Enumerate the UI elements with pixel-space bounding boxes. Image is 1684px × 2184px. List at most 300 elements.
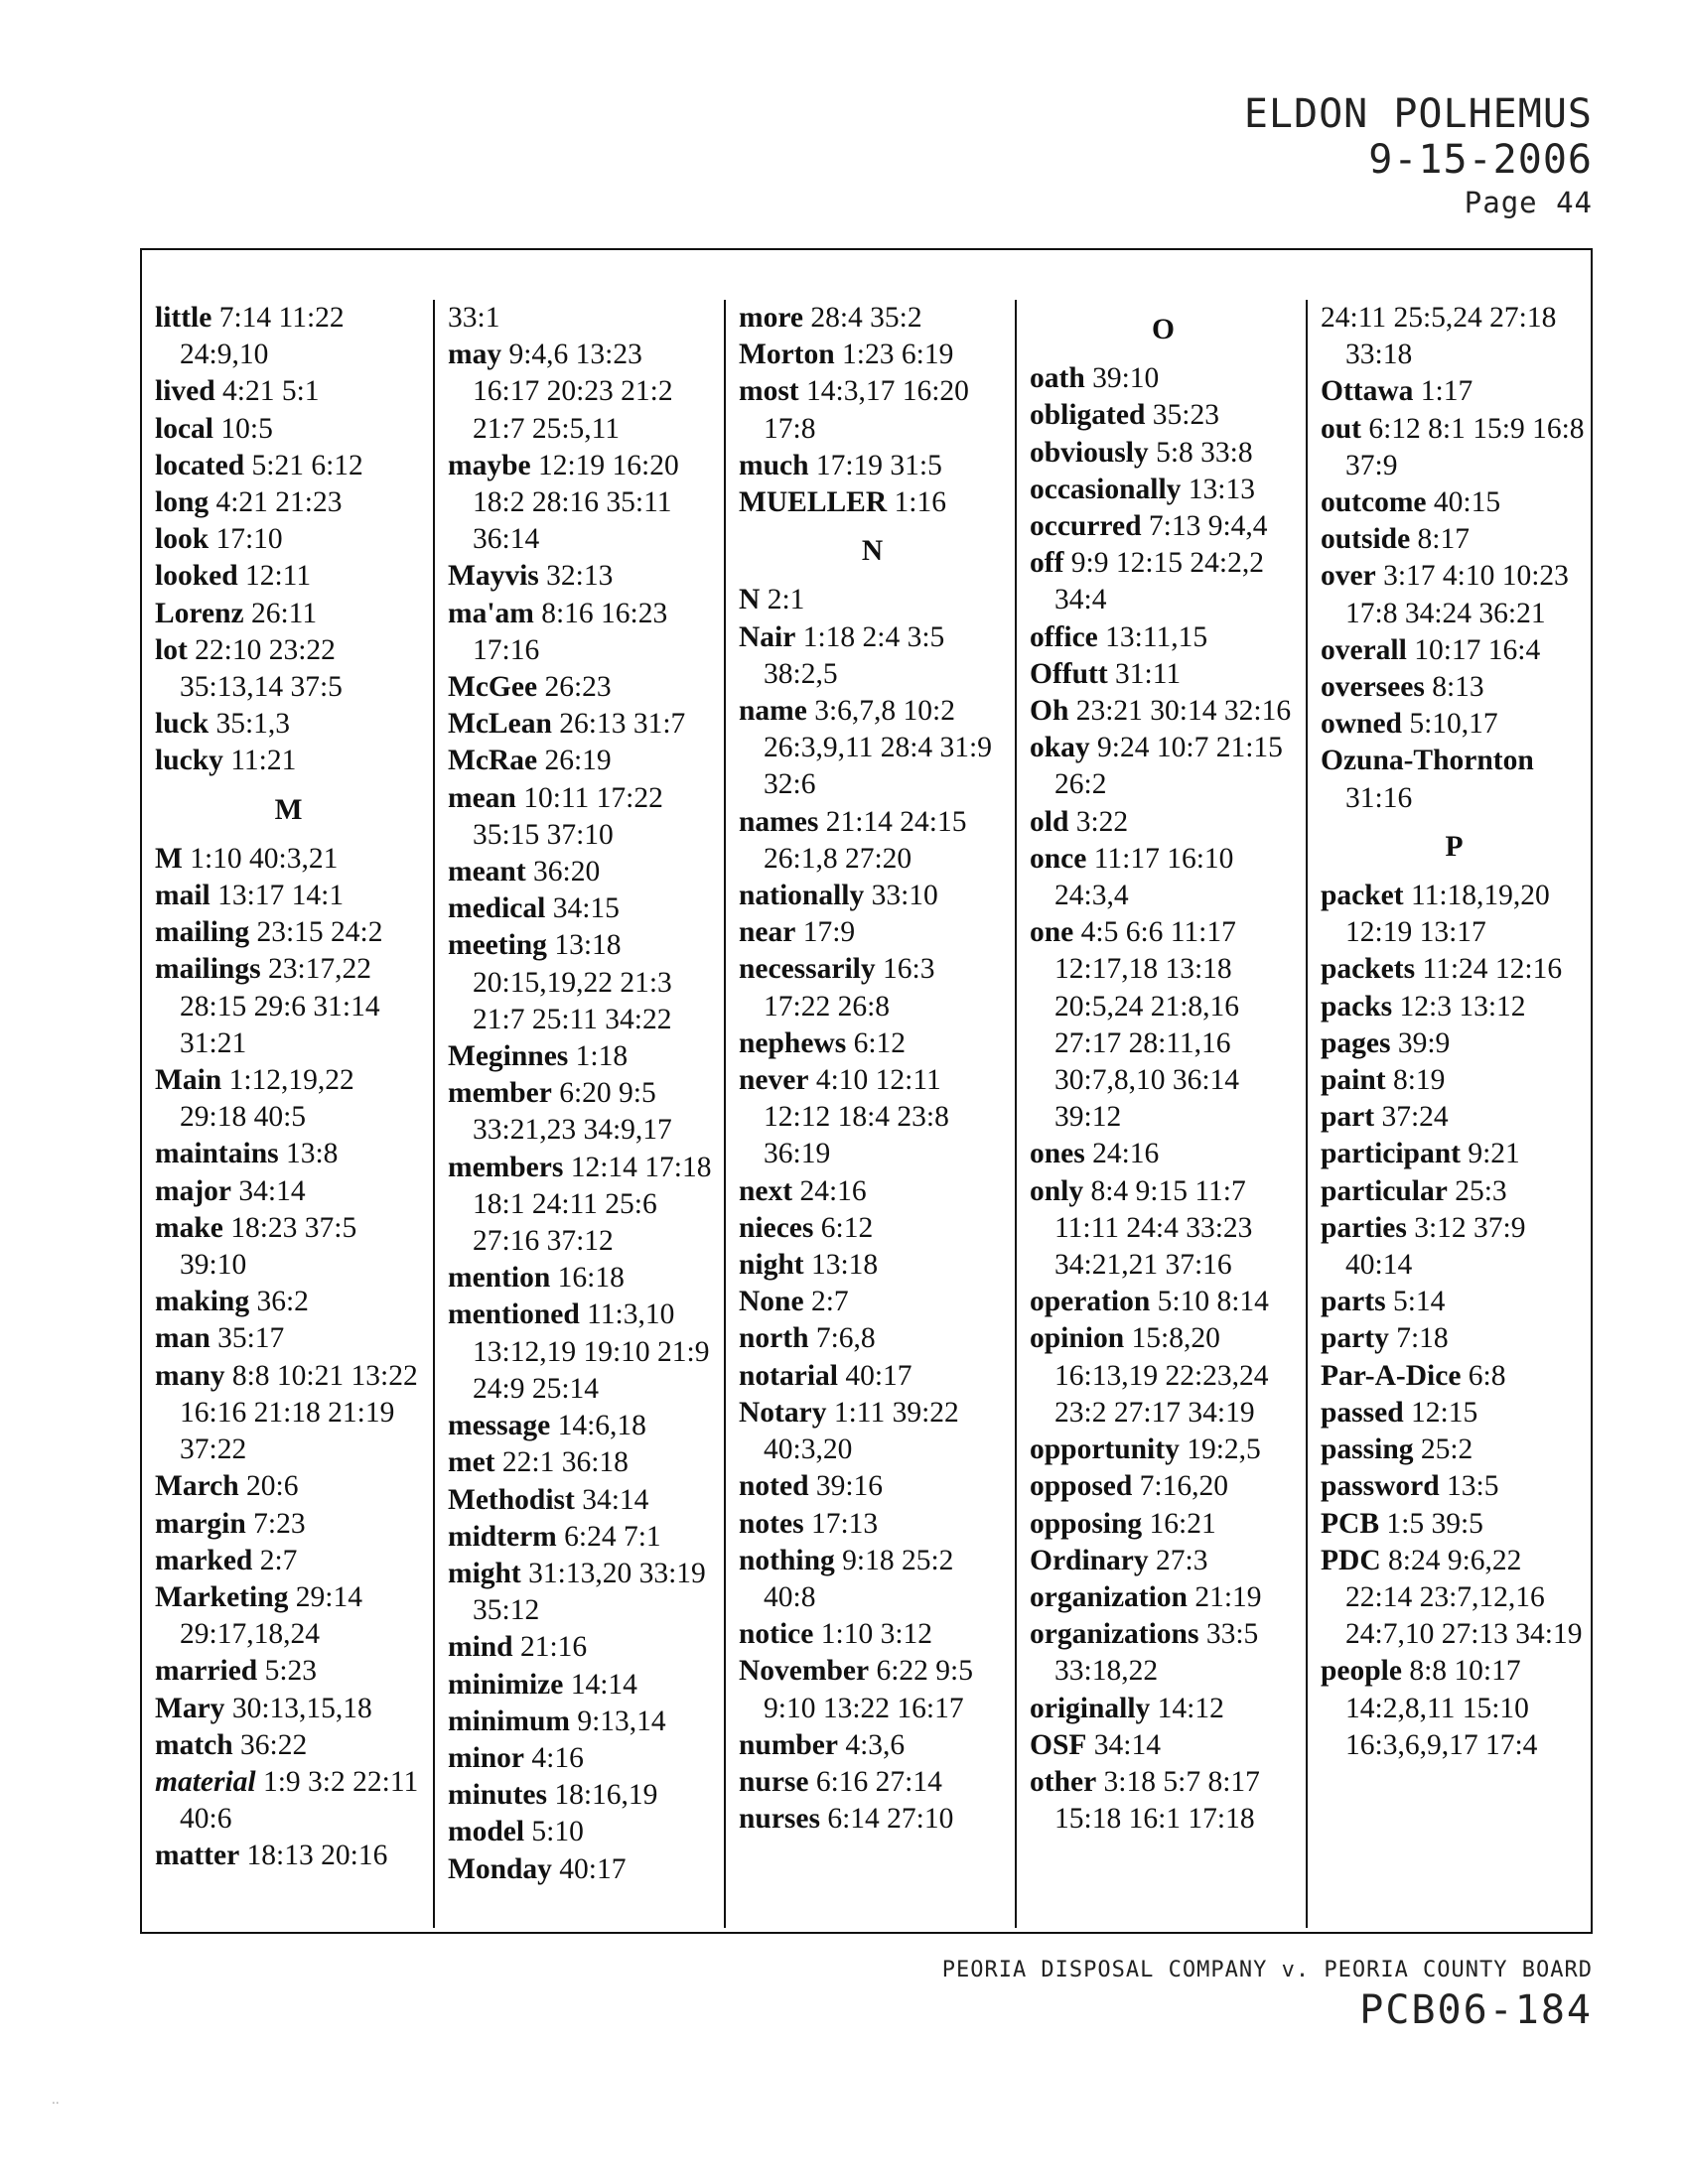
index-entry bbox=[155, 1468, 422, 1505]
index-term: names bbox=[739, 805, 819, 838]
index-entry bbox=[448, 1556, 715, 1629]
index-term: opinion bbox=[1030, 1322, 1125, 1355]
index-entry bbox=[155, 1173, 422, 1210]
index-refs: 7:16,20 bbox=[1139, 1470, 1228, 1503]
index-refs: 28:4 35:2 bbox=[810, 302, 922, 334]
scan-mark: .. bbox=[52, 2093, 60, 2107]
index-refs: 25:2 bbox=[1420, 1433, 1474, 1466]
index-term: maintains bbox=[155, 1138, 279, 1170]
index-term: mean bbox=[448, 781, 516, 814]
index-refs: 14:12 bbox=[1157, 1692, 1224, 1724]
index-term: notes bbox=[739, 1507, 804, 1540]
index-term: Mary bbox=[155, 1692, 225, 1724]
index-term: mailings bbox=[155, 953, 261, 986]
index-term: major bbox=[155, 1174, 231, 1207]
index-entry bbox=[739, 448, 1006, 484]
index-term: one bbox=[1030, 916, 1074, 949]
index-entry bbox=[1321, 558, 1588, 631]
index-entry bbox=[739, 951, 1006, 1024]
index-term: maybe bbox=[448, 449, 531, 481]
index-refs: 2:7 bbox=[810, 1286, 849, 1318]
index-entry bbox=[448, 1150, 715, 1261]
index-term: Ottawa bbox=[1321, 375, 1414, 408]
index-term: McLean bbox=[448, 708, 552, 741]
index-term: meeting bbox=[448, 929, 547, 962]
index-entry bbox=[155, 484, 422, 521]
index-entry bbox=[739, 1284, 1006, 1320]
page-header bbox=[1244, 91, 1593, 222]
index-refs: 3:17 4:10 10:23 17:8 34:24 36:21 bbox=[1345, 560, 1569, 629]
index-refs: 10:5 bbox=[220, 412, 273, 445]
index-refs: 7:23 bbox=[253, 1507, 306, 1540]
index-term: OSF bbox=[1030, 1728, 1087, 1761]
index-term: local bbox=[155, 412, 213, 445]
index-refs: 31:11 bbox=[1115, 657, 1182, 690]
index-entry bbox=[1321, 1173, 1588, 1210]
index-term: parties bbox=[1321, 1211, 1407, 1244]
index-term: Monday bbox=[448, 1852, 552, 1885]
index-term: nationally bbox=[739, 880, 865, 912]
index-term: Meginnes bbox=[448, 1040, 569, 1073]
index-refs: 36:20 bbox=[533, 856, 601, 888]
index-refs: 2:1 bbox=[767, 584, 805, 616]
index-refs: 21:19 bbox=[1194, 1580, 1262, 1613]
index-refs: 23:21 30:14 32:16 bbox=[1075, 695, 1292, 728]
index-entry bbox=[448, 448, 715, 559]
index-entry bbox=[1030, 1764, 1297, 1838]
index-entry bbox=[739, 1173, 1006, 1210]
section-letter: M bbox=[274, 793, 303, 826]
index-refs: 1:10 3:12 bbox=[820, 1618, 933, 1651]
index-term: PCB bbox=[1321, 1507, 1379, 1540]
index-entry bbox=[1030, 1284, 1297, 1320]
index-refs: 22:1 36:18 bbox=[501, 1446, 629, 1479]
index-entry bbox=[1030, 1173, 1297, 1285]
index-entry bbox=[1321, 878, 1588, 951]
index-refs: 17:19 31:5 bbox=[815, 449, 942, 481]
index-refs: 18:16,19 bbox=[554, 1779, 658, 1812]
index-refs: 26:19 bbox=[544, 745, 612, 777]
index-term: match bbox=[155, 1728, 233, 1761]
index-refs: 4:5 6:6 11:17 12:17,18 13:18 20:5,24 21:8,16 27:17 28:11,16 30:7,8,10 36:14 39:12 bbox=[1054, 916, 1240, 1134]
index-refs: 1:12,19,22 29:18 40:5 bbox=[180, 1064, 354, 1134]
index-entry bbox=[448, 1629, 715, 1666]
index-refs: 31:16 bbox=[1345, 781, 1413, 814]
index-term: occurred bbox=[1030, 510, 1142, 543]
index-refs: 13:13 bbox=[1188, 473, 1255, 505]
index-term: passed bbox=[1321, 1396, 1404, 1429]
index-entry bbox=[1321, 1468, 1588, 1505]
index-entry bbox=[448, 1851, 715, 1888]
index-entry bbox=[448, 1408, 715, 1444]
index-term: minutes bbox=[448, 1779, 547, 1812]
index-entry bbox=[1030, 1432, 1297, 1468]
index-entry bbox=[1321, 1284, 1588, 1320]
index-entry bbox=[1321, 484, 1588, 521]
index-entry bbox=[1030, 656, 1297, 693]
index-refs: 35:23 bbox=[1152, 399, 1219, 432]
index-entry bbox=[155, 1764, 422, 1838]
index-term: little bbox=[155, 302, 212, 334]
index-entry bbox=[739, 1543, 1006, 1616]
index-entry bbox=[739, 484, 1006, 521]
index-refs: 5:23 bbox=[264, 1655, 318, 1688]
section-letter: O bbox=[1152, 314, 1175, 345]
index-entry bbox=[739, 373, 1006, 447]
index-refs: 34:14 bbox=[582, 1483, 649, 1516]
index-refs: 40:17 bbox=[845, 1359, 912, 1392]
index-column-2 bbox=[433, 300, 715, 1928]
index-entry bbox=[1321, 1506, 1588, 1543]
index-term: members bbox=[448, 1151, 564, 1183]
deponent-name: ELDON POLHEMUS bbox=[1243, 91, 1593, 137]
index-refs: 10:17 16:4 bbox=[1414, 633, 1541, 666]
index-entry bbox=[1321, 373, 1588, 410]
index-refs: 4:3,6 bbox=[845, 1728, 906, 1761]
index-refs: 3:12 37:9 40:14 bbox=[1345, 1211, 1526, 1282]
index-refs: 39:16 bbox=[815, 1470, 884, 1503]
index-term: November bbox=[739, 1655, 870, 1688]
index-entry bbox=[739, 1062, 1006, 1173]
case-caption: PEORIA DISPOSAL COMPANY v. PEORIA COUNTY BOARD bbox=[941, 1958, 1593, 1982]
index-entry bbox=[1030, 841, 1297, 914]
index-entry bbox=[739, 693, 1006, 804]
index-refs: 12:3 13:12 bbox=[1399, 990, 1526, 1023]
index-entry bbox=[739, 1210, 1006, 1247]
index-refs: 8:4 9:15 11:7 11:11 24:4 33:23 34:21,21 37:16 bbox=[1054, 1174, 1253, 1282]
index-entry bbox=[155, 1136, 422, 1172]
index-refs: 5:14 bbox=[1392, 1286, 1446, 1318]
index-entry bbox=[448, 1482, 715, 1519]
index-refs: 16:3 17:22 26:8 bbox=[764, 953, 935, 1023]
index-refs: 36:2 bbox=[256, 1286, 309, 1318]
index-refs: 4:16 bbox=[531, 1741, 584, 1774]
index-term: outside bbox=[1321, 523, 1411, 556]
index-entry bbox=[155, 300, 422, 373]
index-term: more bbox=[739, 302, 803, 334]
index-refs: 9:18 25:2 40:8 bbox=[764, 1544, 954, 1613]
index-term: medical bbox=[448, 892, 546, 925]
index-refs: 34:14 bbox=[1093, 1728, 1161, 1761]
index-refs: 39:10 bbox=[1092, 362, 1160, 395]
index-term: married bbox=[155, 1655, 258, 1688]
index-term: oversees bbox=[1321, 671, 1425, 704]
index-refs: 5:10 8:14 bbox=[1157, 1286, 1269, 1318]
index-term: organizations bbox=[1030, 1618, 1199, 1651]
index-term: Par-A-Dice bbox=[1321, 1359, 1462, 1392]
index-refs: 21:14 24:15 26:1,8 27:20 bbox=[764, 805, 967, 875]
index-entry bbox=[1321, 300, 1588, 373]
index-term: lucky bbox=[155, 745, 223, 777]
index-term: overall bbox=[1321, 633, 1407, 666]
index-term: long bbox=[155, 486, 210, 519]
index-entry bbox=[1030, 693, 1297, 730]
index-term: McRae bbox=[448, 745, 538, 777]
index-entry bbox=[155, 1284, 422, 1320]
index-term: midterm bbox=[448, 1520, 557, 1553]
index-entry bbox=[448, 927, 715, 1038]
index-entry bbox=[1321, 632, 1588, 669]
index-refs: 13:18 bbox=[810, 1249, 879, 1282]
section-letter: N bbox=[861, 535, 884, 568]
index-term: Nair bbox=[739, 620, 796, 653]
index-refs: 37:24 bbox=[1381, 1101, 1449, 1134]
index-refs: 13:5 bbox=[1447, 1470, 1499, 1503]
index-refs: 15:8,20 16:13,19 22:23,24 23:2 27:17 34:19 bbox=[1054, 1322, 1269, 1429]
index-term: out bbox=[1321, 412, 1361, 445]
section-letter: P bbox=[1445, 830, 1464, 863]
index-refs: 17:13 bbox=[810, 1507, 879, 1540]
index-term: notarial bbox=[739, 1359, 838, 1392]
index-refs: 40:17 bbox=[559, 1852, 627, 1885]
index-entry bbox=[448, 1777, 715, 1814]
index-entry bbox=[155, 1838, 422, 1874]
index-entry bbox=[1030, 1691, 1297, 1727]
index-refs: 8:16 16:23 17:16 bbox=[473, 597, 668, 666]
index-entry bbox=[1030, 545, 1297, 618]
index-refs: 1:23 6:19 bbox=[842, 339, 954, 371]
index-refs: 6:24 7:1 bbox=[564, 1520, 661, 1553]
index-term: N bbox=[739, 584, 761, 616]
index-term: next bbox=[739, 1174, 793, 1207]
index-entry bbox=[155, 1320, 422, 1357]
index-entry bbox=[448, 558, 715, 595]
index-entry bbox=[448, 1297, 715, 1408]
index-refs: 5:8 33:8 bbox=[1156, 436, 1253, 469]
index-term: obviously bbox=[1030, 436, 1149, 469]
index-refs: 13:17 14:1 bbox=[217, 880, 345, 912]
index-entry bbox=[448, 337, 715, 448]
index-term: matter bbox=[155, 1840, 240, 1872]
index-term: nurse bbox=[739, 1765, 809, 1798]
index-refs: 6:8 bbox=[1468, 1359, 1506, 1392]
index-term: mailing bbox=[155, 916, 250, 949]
index-refs: 32:13 bbox=[546, 560, 614, 593]
index-term: model bbox=[448, 1816, 525, 1848]
index-term: once bbox=[1030, 842, 1087, 875]
index-entry bbox=[448, 1814, 715, 1850]
index-entry bbox=[1030, 435, 1297, 472]
index-refs: 13:18 20:15,19,22 21:3 21:7 25:11 34:22 bbox=[473, 929, 672, 1035]
index-refs: 12:19 16:20 18:2 28:16 35:11 36:14 bbox=[473, 449, 679, 556]
index-column-1 bbox=[142, 300, 422, 1928]
index-entry bbox=[1030, 1320, 1297, 1432]
index-term: nurses bbox=[739, 1803, 820, 1836]
index-refs: 8:13 bbox=[1432, 671, 1484, 704]
index-entry bbox=[155, 1506, 422, 1543]
index-term: opposing bbox=[1030, 1507, 1143, 1540]
index-entry bbox=[155, 841, 422, 878]
index-term: participant bbox=[1321, 1138, 1461, 1170]
index-refs: 17:9 bbox=[802, 916, 856, 949]
index-refs: 3:22 bbox=[1075, 805, 1129, 838]
index-term: Methodist bbox=[448, 1483, 575, 1516]
index-term: party bbox=[1321, 1322, 1389, 1355]
index-entry bbox=[1030, 1543, 1297, 1579]
index-entry bbox=[1321, 1358, 1588, 1395]
index-refs: 24:16 bbox=[1092, 1138, 1160, 1170]
index-entry bbox=[448, 1038, 715, 1075]
index-refs: 5:10,17 bbox=[1409, 708, 1498, 741]
index-entry bbox=[1321, 1320, 1588, 1357]
index-term: parts bbox=[1321, 1286, 1386, 1318]
index-term: minimize bbox=[448, 1668, 564, 1701]
index-refs: 4:21 21:23 bbox=[215, 486, 343, 519]
index-refs: 3:6,7,8 10:2 26:3,9,11 28:4 31:9 32:6 bbox=[764, 695, 992, 801]
index-term: member bbox=[448, 1077, 552, 1110]
index-refs: 35:17 bbox=[217, 1322, 285, 1355]
index-entry bbox=[739, 1320, 1006, 1357]
index-refs: 5:10 bbox=[531, 1816, 584, 1848]
index-refs: 33:1 bbox=[448, 302, 500, 334]
index-term: minimum bbox=[448, 1705, 570, 1737]
index-refs: 31:13,20 33:19 35:12 bbox=[473, 1557, 706, 1627]
index-entry bbox=[1321, 1136, 1588, 1172]
index-entry bbox=[155, 1062, 422, 1136]
index-term: Notary bbox=[739, 1396, 827, 1429]
index-refs: 8:8 10:17 14:2,8,11 15:10 16:3,6,9,17 17:4 bbox=[1345, 1655, 1538, 1761]
index-refs: 6:16 27:14 bbox=[815, 1765, 942, 1798]
index-entry bbox=[739, 1247, 1006, 1284]
index-term: mind bbox=[448, 1631, 513, 1664]
index-entry bbox=[739, 1506, 1006, 1543]
index-term: mentioned bbox=[448, 1298, 580, 1331]
index-entry bbox=[1030, 1727, 1297, 1764]
index-term: only bbox=[1030, 1174, 1084, 1207]
index-entry bbox=[1030, 1506, 1297, 1543]
index-term: Offutt bbox=[1030, 657, 1108, 690]
index-refs: 4:10 12:11 12:12 18:4 23:8 36:19 bbox=[764, 1064, 949, 1170]
index-term: message bbox=[448, 1410, 551, 1442]
index-term: operation bbox=[1030, 1286, 1151, 1318]
index-refs: 21:16 bbox=[519, 1631, 588, 1664]
index-refs: 16:18 bbox=[557, 1262, 625, 1295]
index-refs: 30:13,15,18 bbox=[231, 1692, 372, 1724]
index-refs: 6:12 bbox=[853, 1026, 907, 1059]
index-term: part bbox=[1321, 1101, 1375, 1134]
index-entry bbox=[1321, 1543, 1588, 1654]
index-term: office bbox=[1030, 620, 1098, 653]
index-entry bbox=[739, 804, 1006, 878]
index-term: margin bbox=[155, 1507, 246, 1540]
index-term: None bbox=[739, 1286, 804, 1318]
index-term: might bbox=[448, 1557, 521, 1589]
index-term: night bbox=[739, 1249, 804, 1282]
index-entry bbox=[448, 669, 715, 706]
index-entry bbox=[1321, 411, 1588, 484]
index-entry bbox=[448, 1075, 715, 1149]
index-term: opposed bbox=[1030, 1470, 1133, 1503]
index-entry bbox=[1030, 1468, 1297, 1505]
index-refs: 2:7 bbox=[259, 1544, 298, 1576]
index-term: luck bbox=[155, 708, 210, 741]
index-entry bbox=[1321, 989, 1588, 1025]
index-entry bbox=[739, 878, 1006, 914]
index-refs: 1:9 3:2 22:11 40:6 bbox=[180, 1765, 419, 1836]
index-term: Main bbox=[155, 1064, 222, 1097]
index-term: M bbox=[155, 842, 183, 875]
index-entry bbox=[1321, 951, 1588, 988]
index-entry bbox=[1321, 1210, 1588, 1284]
index-term: Ordinary bbox=[1030, 1544, 1149, 1576]
index-entry bbox=[155, 521, 422, 558]
index-entry bbox=[448, 1667, 715, 1704]
index-term: make bbox=[155, 1211, 223, 1244]
index-refs: 26:23 bbox=[544, 671, 612, 704]
index-refs: 11:3,10 13:12,19 19:10 21:9 24:9 25:14 bbox=[473, 1298, 710, 1405]
index-entry bbox=[448, 1704, 715, 1740]
index-term: look bbox=[155, 523, 210, 556]
index-term: packets bbox=[1321, 953, 1416, 986]
index-entry bbox=[448, 1260, 715, 1297]
index-term: notice bbox=[739, 1618, 814, 1651]
index-refs: 3:18 5:7 8:17 15:18 16:1 17:18 bbox=[1054, 1765, 1260, 1836]
index-term: particular bbox=[1321, 1174, 1448, 1207]
index-refs: 6:12 8:1 15:9 16:8 37:9 bbox=[1345, 412, 1585, 481]
index-term: material bbox=[155, 1765, 256, 1798]
index-term: many bbox=[155, 1359, 225, 1392]
index-term: nothing bbox=[739, 1544, 835, 1576]
index-entry bbox=[155, 558, 422, 595]
index-term: noted bbox=[739, 1470, 809, 1503]
index-refs: 1:17 bbox=[1420, 375, 1474, 408]
index-entry bbox=[155, 448, 422, 484]
index-term: near bbox=[739, 916, 796, 949]
index-entry bbox=[1030, 1616, 1297, 1690]
index-entry bbox=[1030, 1579, 1297, 1616]
index-term: March bbox=[155, 1470, 239, 1503]
index-term: other bbox=[1030, 1765, 1097, 1798]
index-refs: 7:18 bbox=[1396, 1322, 1449, 1355]
index-refs: 6:20 9:5 33:21,23 34:9,17 bbox=[473, 1077, 672, 1147]
index-term: passing bbox=[1321, 1433, 1414, 1466]
index-term: mail bbox=[155, 880, 210, 912]
index-entry bbox=[1321, 1062, 1588, 1099]
index-refs: 24:16 bbox=[799, 1174, 867, 1207]
index-entry bbox=[155, 1210, 422, 1284]
index-refs: 17:10 bbox=[215, 523, 283, 556]
index-term: north bbox=[739, 1322, 809, 1355]
index-refs: 34:14 bbox=[238, 1174, 306, 1207]
index-entry bbox=[448, 890, 715, 927]
index-refs: 18:13 20:16 bbox=[246, 1840, 388, 1872]
index-term: password bbox=[1321, 1470, 1440, 1503]
index-refs: 27:3 bbox=[1156, 1544, 1208, 1576]
index-term: mention bbox=[448, 1262, 551, 1295]
index-entry bbox=[448, 1740, 715, 1777]
index-refs: 1:16 bbox=[894, 486, 946, 519]
index-entry bbox=[155, 1358, 422, 1469]
page-number: Page 44 bbox=[1464, 186, 1593, 219]
index-refs: 19:2,5 bbox=[1187, 1433, 1261, 1466]
index-refs: 9:13,14 bbox=[577, 1705, 666, 1737]
index-refs: 1:10 40:3,21 bbox=[190, 842, 339, 875]
index-entry bbox=[739, 1653, 1006, 1726]
index-refs: 14:6,18 bbox=[557, 1410, 646, 1442]
index-entry bbox=[155, 914, 422, 951]
index-term: nieces bbox=[739, 1211, 814, 1244]
index-entry bbox=[739, 1395, 1006, 1468]
index-refs: 23:17,22 28:15 29:6 31:14 31:21 bbox=[180, 953, 380, 1059]
index-entry bbox=[1321, 1432, 1588, 1468]
index-term: oath bbox=[1030, 362, 1085, 395]
index-refs: 11:21 bbox=[230, 745, 297, 777]
index-refs: 33:10 bbox=[871, 880, 938, 912]
index-refs: 25:3 bbox=[1455, 1174, 1507, 1207]
index-refs: 1:5 39:5 bbox=[1386, 1507, 1483, 1540]
index-term: met bbox=[448, 1446, 495, 1479]
index-entry bbox=[1321, 743, 1588, 816]
